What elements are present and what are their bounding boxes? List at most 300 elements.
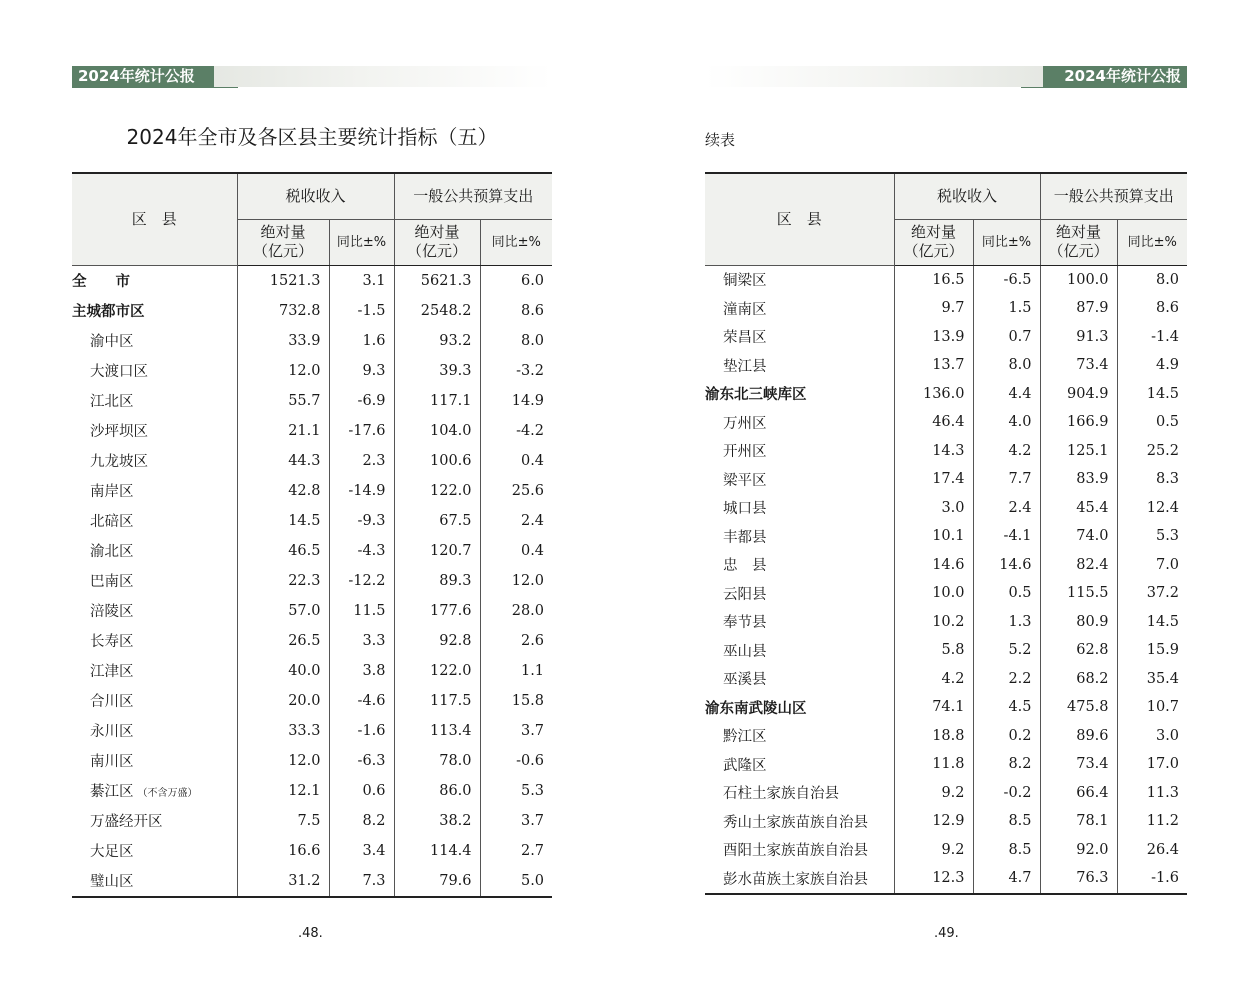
- district-name: 南川区: [90, 754, 134, 770]
- district-cell: [705, 380, 894, 409]
- tax-yoy-cell: 7.3: [329, 866, 394, 897]
- expenditure-yoy-cell: 8.6: [480, 296, 552, 326]
- district-name: 江北区: [90, 394, 134, 410]
- tax-value-cell: 12.9: [894, 807, 973, 836]
- expenditure-yoy-cell: 3.7: [480, 716, 552, 746]
- tax-value-cell: 16.6: [237, 836, 329, 866]
- tax-yoy-cell: 0.7: [973, 323, 1040, 352]
- header-title: 2024年统计公报: [72, 66, 214, 87]
- table-row: [72, 626, 552, 656]
- tax-value-cell: 9.2: [894, 779, 973, 808]
- district-cell: [705, 750, 894, 779]
- expenditure-value-cell: 92.8: [394, 626, 480, 656]
- district-name: 梁平区: [723, 472, 767, 489]
- tax-yoy-cell: 8.2: [329, 806, 394, 836]
- expenditure-yoy-cell: 14.9: [480, 386, 552, 416]
- district-name: 渝北区: [90, 544, 134, 560]
- table-row: [705, 522, 1187, 551]
- district-name: 渝东南武陵山区: [705, 699, 807, 717]
- district-name: 巫山县: [723, 643, 767, 660]
- table-row: [705, 294, 1187, 323]
- district-cell: [72, 866, 237, 897]
- tax-yoy-cell: 9.3: [329, 356, 394, 386]
- header-rule: [72, 87, 238, 88]
- district-cell: [705, 522, 894, 551]
- district-cell: [705, 437, 894, 466]
- expenditure-value-cell: 76.3: [1040, 864, 1117, 894]
- district-cell: [705, 579, 894, 608]
- expenditure-value-cell: 62.8: [1040, 636, 1117, 665]
- expenditure-value-cell: 114.4: [394, 836, 480, 866]
- tax-value-cell: 12.3: [894, 864, 973, 894]
- expenditure-value-cell: 74.0: [1040, 522, 1117, 551]
- expenditure-value-cell: 113.4: [394, 716, 480, 746]
- expenditure-yoy-cell: 17.0: [1117, 750, 1187, 779]
- tax-value-cell: 55.7: [237, 386, 329, 416]
- tax-value-cell: 46.4: [894, 408, 973, 437]
- tax-value-cell: 7.5: [237, 806, 329, 836]
- expenditure-value-cell: 45.4: [1040, 494, 1117, 523]
- tax-value-cell: 33.3: [237, 716, 329, 746]
- expenditure-yoy-cell: 14.5: [1117, 380, 1187, 409]
- district-cell: [705, 779, 894, 808]
- table-row: [72, 386, 552, 416]
- yoy-header: 同比±%: [480, 219, 552, 265]
- tax-value-cell: 4.2: [894, 665, 973, 694]
- tax-yoy-cell: 2.3: [329, 446, 394, 476]
- district-cell: [72, 806, 237, 836]
- expenditure-value-cell: 100.0: [1040, 265, 1117, 294]
- expenditure-value-cell: 115.5: [1040, 579, 1117, 608]
- district-cell: [72, 386, 237, 416]
- tax-value-cell: 5.8: [894, 636, 973, 665]
- district-name: 巴南区: [90, 574, 134, 590]
- tax-yoy-cell: 4.2: [973, 437, 1040, 466]
- tax-yoy-cell: 4.7: [973, 864, 1040, 894]
- table-row: [72, 776, 552, 806]
- tax-revenue-header: 税收收入: [894, 173, 1040, 219]
- yoy-header: 同比±%: [1117, 219, 1187, 265]
- district-name: 开州区: [723, 444, 767, 461]
- district-header: 区 县: [705, 173, 894, 265]
- table-row: [72, 746, 552, 776]
- general-expenditure-header: 一般公共预算支出: [394, 173, 552, 219]
- expenditure-yoy-cell: 0.5: [1117, 408, 1187, 437]
- expenditure-value-cell: 78.1: [1040, 807, 1117, 836]
- district-cell: [705, 294, 894, 323]
- district-cell: [705, 465, 894, 494]
- district-name: 江津区: [90, 664, 134, 680]
- table-row: [705, 608, 1187, 637]
- expenditure-yoy-cell: 37.2: [1117, 579, 1187, 608]
- district-cell: [72, 596, 237, 626]
- tax-value-cell: 16.5: [894, 265, 973, 294]
- tax-value-cell: 14.6: [894, 551, 973, 580]
- tax-yoy-cell: 0.2: [973, 722, 1040, 751]
- expenditure-value-cell: 117.1: [394, 386, 480, 416]
- expenditure-yoy-cell: 10.7: [1117, 693, 1187, 722]
- table-row: [72, 506, 552, 536]
- tax-value-cell: 17.4: [894, 465, 973, 494]
- table-row: [705, 494, 1187, 523]
- table-row: [72, 476, 552, 506]
- expenditure-value-cell: 82.4: [1040, 551, 1117, 580]
- tax-yoy-cell: 3.4: [329, 836, 394, 866]
- tax-value-cell: 13.9: [894, 323, 973, 352]
- expenditure-value-cell: 93.2: [394, 326, 480, 356]
- district-cell: [705, 494, 894, 523]
- table-row: [72, 656, 552, 686]
- district-name: 秀山土家族苗族自治县: [723, 814, 868, 831]
- tax-value-cell: 11.8: [894, 750, 973, 779]
- table-row: [72, 265, 552, 296]
- tax-yoy-cell: 0.6: [329, 776, 394, 806]
- district-name: 九龙坡区: [90, 454, 148, 470]
- district-name: 綦江区: [90, 784, 134, 800]
- district-cell: [72, 716, 237, 746]
- district-name: 石柱土家族自治县: [723, 786, 839, 803]
- expenditure-value-cell: 67.5: [394, 506, 480, 536]
- table-body: [72, 265, 552, 897]
- district-cell: [72, 626, 237, 656]
- table-row: [72, 716, 552, 746]
- table-row: [705, 693, 1187, 722]
- expenditure-value-cell: 166.9: [1040, 408, 1117, 437]
- district-name: 永川区: [90, 724, 134, 740]
- absolute-header: 绝对量 （亿元）: [894, 219, 973, 265]
- district-name: 潼南区: [723, 301, 767, 318]
- expenditure-yoy-cell: 12.4: [1117, 494, 1187, 523]
- expenditure-yoy-cell: 2.6: [480, 626, 552, 656]
- expenditure-value-cell: 83.9: [1040, 465, 1117, 494]
- district-name: 大渡口区: [90, 364, 148, 380]
- expenditure-value-cell: 80.9: [1040, 608, 1117, 637]
- district-cell: [72, 356, 237, 386]
- continued-label: 续表: [705, 131, 736, 149]
- tax-yoy-cell: -4.6: [329, 686, 394, 716]
- expenditure-yoy-cell: -1.6: [1117, 864, 1187, 894]
- header-title: 2024年统计公报: [1043, 66, 1187, 87]
- tax-yoy-cell: -4.1: [973, 522, 1040, 551]
- tax-yoy-cell: 8.5: [973, 807, 1040, 836]
- tax-yoy-cell: -1.5: [329, 296, 394, 326]
- tax-value-cell: 12.1: [237, 776, 329, 806]
- tax-value-cell: 74.1: [894, 693, 973, 722]
- tax-value-cell: 9.2: [894, 836, 973, 865]
- expenditure-value-cell: 39.3: [394, 356, 480, 386]
- district-name: 武隆区: [723, 757, 767, 774]
- expenditure-value-cell: 120.7: [394, 536, 480, 566]
- tax-yoy-cell: 11.5: [329, 596, 394, 626]
- tax-yoy-cell: -17.6: [329, 416, 394, 446]
- district-name: 荣昌区: [723, 330, 767, 347]
- district-name: 丰都县: [723, 529, 767, 546]
- district-name: 彭水苗族土家族自治县: [723, 871, 868, 888]
- yoy-header: 同比±%: [329, 219, 394, 265]
- expenditure-yoy-cell: 3.0: [1117, 722, 1187, 751]
- district-cell: [72, 446, 237, 476]
- tax-yoy-cell: -4.3: [329, 536, 394, 566]
- tax-yoy-cell: 5.2: [973, 636, 1040, 665]
- expenditure-value-cell: 87.9: [1040, 294, 1117, 323]
- tax-value-cell: 10.2: [894, 608, 973, 637]
- left-page: [0, 0, 629, 998]
- expenditure-yoy-cell: 35.4: [1117, 665, 1187, 694]
- table-row: [705, 779, 1187, 808]
- district-name: 巫溪县: [723, 672, 767, 689]
- district-name: 北碚区: [90, 514, 134, 530]
- general-expenditure-header: 一般公共预算支出: [1040, 173, 1187, 219]
- tax-yoy-cell: 1.3: [973, 608, 1040, 637]
- expenditure-yoy-cell: 0.4: [480, 536, 552, 566]
- tax-value-cell: 18.8: [894, 722, 973, 751]
- tax-yoy-cell: -6.3: [329, 746, 394, 776]
- table-row: [72, 446, 552, 476]
- district-cell: [705, 665, 894, 694]
- district-name: 云阳县: [723, 586, 767, 603]
- tax-yoy-cell: 8.0: [973, 351, 1040, 380]
- expenditure-yoy-cell: 8.0: [1117, 265, 1187, 294]
- tax-yoy-cell: -6.9: [329, 386, 394, 416]
- district-cell: [705, 265, 894, 294]
- expenditure-yoy-cell: 25.6: [480, 476, 552, 506]
- tax-value-cell: 31.2: [237, 866, 329, 897]
- expenditure-value-cell: 89.6: [1040, 722, 1117, 751]
- table-row: [72, 296, 552, 326]
- expenditure-yoy-cell: -4.2: [480, 416, 552, 446]
- district-name: 忠 县: [723, 558, 767, 575]
- table-row: [72, 836, 552, 866]
- tax-yoy-cell: 1.5: [973, 294, 1040, 323]
- table-row: [705, 408, 1187, 437]
- district-cell: [72, 326, 237, 356]
- tax-yoy-cell: -6.5: [973, 265, 1040, 294]
- district-name: 全 市: [72, 273, 130, 290]
- table-row: [72, 536, 552, 566]
- tax-value-cell: 33.9: [237, 326, 329, 356]
- expenditure-yoy-cell: 4.9: [1117, 351, 1187, 380]
- table-row: [72, 806, 552, 836]
- tax-value-cell: 12.0: [237, 746, 329, 776]
- tax-yoy-cell: 4.4: [973, 380, 1040, 409]
- expenditure-yoy-cell: 2.7: [480, 836, 552, 866]
- tax-yoy-cell: -9.3: [329, 506, 394, 536]
- table-row: [705, 665, 1187, 694]
- expenditure-yoy-cell: 0.4: [480, 446, 552, 476]
- tax-value-cell: 46.5: [237, 536, 329, 566]
- tax-value-cell: 57.0: [237, 596, 329, 626]
- expenditure-value-cell: 5621.3: [394, 265, 480, 296]
- district-cell: [705, 693, 894, 722]
- district-cell: [705, 636, 894, 665]
- expenditure-yoy-cell: 25.2: [1117, 437, 1187, 466]
- tax-value-cell: 13.7: [894, 351, 973, 380]
- district-cell: [72, 836, 237, 866]
- tax-yoy-cell: 8.5: [973, 836, 1040, 865]
- expenditure-value-cell: 92.0: [1040, 836, 1117, 865]
- tax-revenue-header: 税收收入: [237, 173, 394, 219]
- table-row: [72, 326, 552, 356]
- tax-yoy-cell: 3.8: [329, 656, 394, 686]
- district-name: 垫江县: [723, 358, 767, 375]
- expenditure-yoy-cell: 11.3: [1117, 779, 1187, 808]
- expenditure-yoy-cell: 15.9: [1117, 636, 1187, 665]
- absolute-header: 绝对量 （亿元）: [237, 219, 329, 265]
- expenditure-value-cell: 122.0: [394, 656, 480, 686]
- expenditure-value-cell: 904.9: [1040, 380, 1117, 409]
- tax-value-cell: 9.7: [894, 294, 973, 323]
- expenditure-value-cell: 2548.2: [394, 296, 480, 326]
- tax-yoy-cell: 1.6: [329, 326, 394, 356]
- tax-yoy-cell: -12.2: [329, 566, 394, 596]
- district-name: 南岸区: [90, 484, 134, 500]
- expenditure-yoy-cell: 28.0: [480, 596, 552, 626]
- tax-yoy-cell: 14.6: [973, 551, 1040, 580]
- expenditure-yoy-cell: 5.3: [1117, 522, 1187, 551]
- expenditure-value-cell: 122.0: [394, 476, 480, 506]
- table-row: [72, 416, 552, 446]
- tax-value-cell: 20.0: [237, 686, 329, 716]
- district-cell: [72, 265, 237, 296]
- expenditure-yoy-cell: 6.0: [480, 265, 552, 296]
- tax-yoy-cell: 2.2: [973, 665, 1040, 694]
- district-cell: [72, 536, 237, 566]
- district-cell: [705, 351, 894, 380]
- table-row: [705, 465, 1187, 494]
- expenditure-yoy-cell: 12.0: [480, 566, 552, 596]
- expenditure-value-cell: 38.2: [394, 806, 480, 836]
- header-rule: [1021, 87, 1187, 88]
- district-name: 合川区: [90, 694, 134, 710]
- expenditure-yoy-cell: 26.4: [1117, 836, 1187, 865]
- tax-value-cell: 14.3: [894, 437, 973, 466]
- table-row: [705, 636, 1187, 665]
- district-cell: [72, 686, 237, 716]
- tax-value-cell: 26.5: [237, 626, 329, 656]
- table-row: [705, 807, 1187, 836]
- tax-value-cell: 12.0: [237, 356, 329, 386]
- tax-value-cell: 732.8: [237, 296, 329, 326]
- expenditure-yoy-cell: 3.7: [480, 806, 552, 836]
- table-row: [705, 380, 1187, 409]
- yoy-header: 同比±%: [973, 219, 1040, 265]
- tax-yoy-cell: 4.5: [973, 693, 1040, 722]
- expenditure-yoy-cell: -0.6: [480, 746, 552, 776]
- expenditure-value-cell: 117.5: [394, 686, 480, 716]
- district-name: 大足区: [90, 844, 134, 860]
- district-note: （不含万盛）: [137, 788, 198, 799]
- expenditure-yoy-cell: 1.1: [480, 656, 552, 686]
- expenditure-value-cell: 66.4: [1040, 779, 1117, 808]
- district-cell: [705, 551, 894, 580]
- expenditure-value-cell: 91.3: [1040, 323, 1117, 352]
- tax-value-cell: 10.1: [894, 522, 973, 551]
- table-row: [705, 437, 1187, 466]
- tax-yoy-cell: 3.3: [329, 626, 394, 656]
- expenditure-yoy-cell: 7.0: [1117, 551, 1187, 580]
- expenditure-value-cell: 73.4: [1040, 351, 1117, 380]
- tax-yoy-cell: 2.4: [973, 494, 1040, 523]
- district-name: 长寿区: [90, 634, 134, 650]
- expenditure-value-cell: 73.4: [1040, 750, 1117, 779]
- district-cell: [705, 807, 894, 836]
- district-name: 奉节县: [723, 615, 767, 632]
- tax-value-cell: 42.8: [237, 476, 329, 506]
- expenditure-yoy-cell: -3.2: [480, 356, 552, 386]
- district-name: 城口县: [723, 501, 767, 518]
- table-row: [705, 836, 1187, 865]
- table-body: [705, 265, 1187, 894]
- expenditure-value-cell: 100.6: [394, 446, 480, 476]
- table-row: [705, 323, 1187, 352]
- district-cell: [72, 566, 237, 596]
- tax-value-cell: 10.0: [894, 579, 973, 608]
- district-name: 铜梁区: [723, 273, 767, 290]
- expenditure-yoy-cell: 2.4: [480, 506, 552, 536]
- table-row: [705, 265, 1187, 294]
- page-number: .48.: [298, 926, 323, 941]
- district-name: 渝东北三峡库区: [705, 386, 807, 404]
- expenditure-value-cell: 68.2: [1040, 665, 1117, 694]
- district-name: 涪陵区: [90, 604, 134, 620]
- district-cell: [72, 416, 237, 446]
- table-row: [705, 864, 1187, 894]
- table-row: [72, 596, 552, 626]
- tax-value-cell: 3.0: [894, 494, 973, 523]
- district-name: 酉阳土家族苗族自治县: [723, 843, 868, 860]
- expenditure-yoy-cell: -1.4: [1117, 323, 1187, 352]
- table-title: 2024年全市及各区县主要统计指标（五）: [126, 125, 498, 149]
- expenditure-yoy-cell: 8.0: [480, 326, 552, 356]
- district-cell: [72, 746, 237, 776]
- tax-value-cell: 136.0: [894, 380, 973, 409]
- expenditure-yoy-cell: 5.0: [480, 866, 552, 897]
- district-name: 黔江区: [723, 729, 767, 746]
- district-name: 主城都市区: [72, 303, 145, 320]
- table-row: [72, 866, 552, 897]
- district-cell: [705, 722, 894, 751]
- expenditure-value-cell: 78.0: [394, 746, 480, 776]
- tax-yoy-cell: 0.5: [973, 579, 1040, 608]
- district-cell: [705, 836, 894, 865]
- expenditure-yoy-cell: 14.5: [1117, 608, 1187, 637]
- tax-yoy-cell: 8.2: [973, 750, 1040, 779]
- district-name: 璧山区: [90, 874, 134, 890]
- table-row: [72, 686, 552, 716]
- page-number: .49.: [934, 926, 959, 941]
- tax-yoy-cell: -14.9: [329, 476, 394, 506]
- district-cell: [705, 608, 894, 637]
- district-name: 万州区: [723, 415, 767, 432]
- tax-yoy-cell: -1.6: [329, 716, 394, 746]
- district-cell: [72, 296, 237, 326]
- district-cell: [72, 656, 237, 686]
- tax-value-cell: 1521.3: [237, 265, 329, 296]
- district-cell: [705, 323, 894, 352]
- expenditure-value-cell: 104.0: [394, 416, 480, 446]
- tax-value-cell: 14.5: [237, 506, 329, 536]
- district-cell: [705, 864, 894, 894]
- expenditure-yoy-cell: 5.3: [480, 776, 552, 806]
- tax-yoy-cell: -0.2: [973, 779, 1040, 808]
- tax-yoy-cell: 4.0: [973, 408, 1040, 437]
- district-cell: [705, 408, 894, 437]
- table-row: [705, 722, 1187, 751]
- district-name: 万盛经开区: [90, 814, 163, 830]
- tax-value-cell: 44.3: [237, 446, 329, 476]
- absolute-header: 绝对量 （亿元）: [394, 219, 480, 265]
- district-name: 渝中区: [90, 334, 134, 350]
